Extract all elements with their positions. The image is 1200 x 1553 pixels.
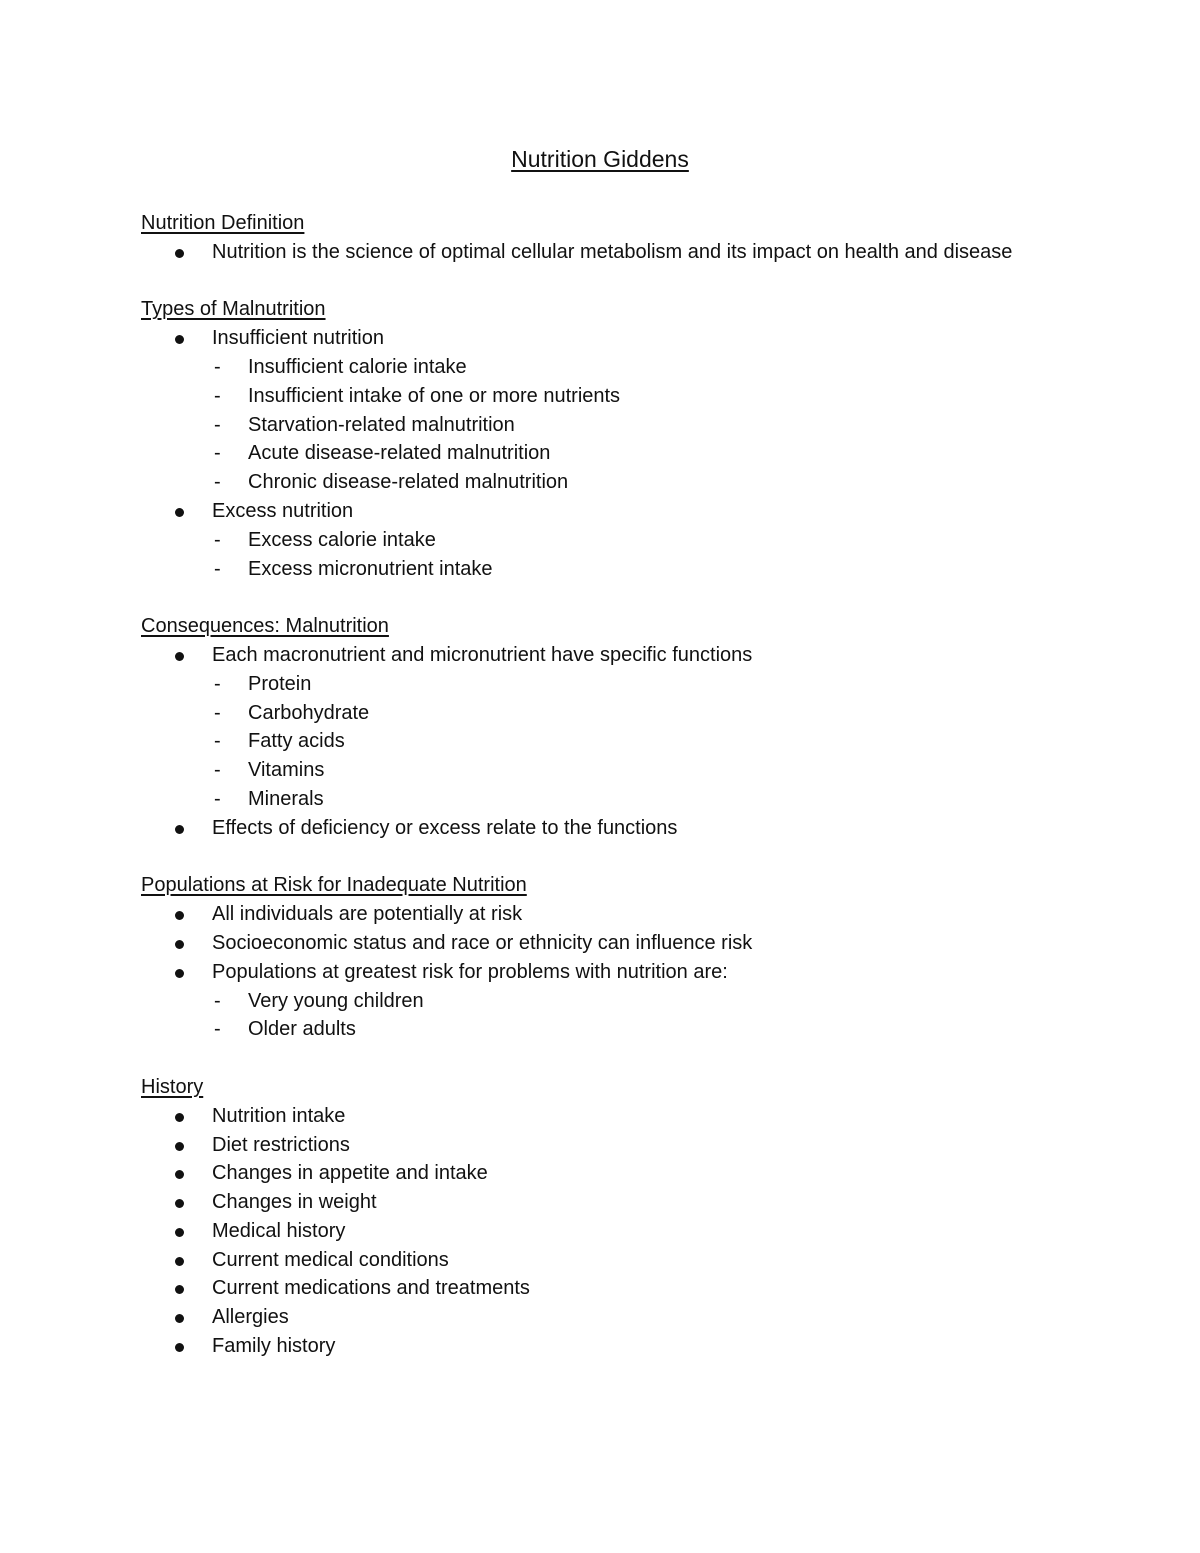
sub-item xyxy=(212,353,1021,382)
dash-icon: - xyxy=(214,989,221,1012)
bullet-dot-icon xyxy=(175,1113,184,1122)
bullet-dot-icon xyxy=(175,1142,184,1151)
bullet-text: Each macronutrient and micronutrient have specific functions xyxy=(212,643,753,666)
bullet-text: Populations at greatest risk for problems with nutrition are: xyxy=(212,960,728,983)
bullet-dot-icon xyxy=(175,508,184,517)
sub-item-text: Excess calorie intake xyxy=(248,528,436,551)
sub-item xyxy=(212,439,1021,468)
sub-item xyxy=(212,526,1021,555)
bullet-item xyxy=(141,1246,1021,1275)
section xyxy=(141,209,1021,267)
dash-icon: - xyxy=(214,730,221,753)
sub-item-text: Vitamins xyxy=(248,759,325,782)
bullet-item xyxy=(141,641,1021,814)
bullet-item xyxy=(141,1274,1021,1303)
bullet-item xyxy=(141,497,1021,583)
bullet-item xyxy=(141,238,1021,267)
bullet-list xyxy=(141,324,1021,583)
bullet-item xyxy=(141,1131,1021,1160)
dash-icon: - xyxy=(214,759,221,782)
sub-list xyxy=(212,670,1021,814)
section-heading: Populations at Risk for Inadequate Nutrition xyxy=(141,874,527,897)
dash-icon: - xyxy=(214,355,221,378)
bullet-text: Current medical conditions xyxy=(212,1248,449,1271)
bullet-text: Nutrition is the science of optimal cellular metabolism and its impact on health and disease xyxy=(212,240,1013,263)
sub-item xyxy=(212,468,1021,497)
bullet-dot-icon xyxy=(175,1228,184,1237)
dash-icon: - xyxy=(214,787,221,810)
bullet-dot-icon xyxy=(175,969,184,978)
bullet-item xyxy=(141,900,1021,929)
sub-item xyxy=(212,756,1021,785)
sub-item-text: Insufficient intake of one or more nutrients xyxy=(248,384,621,407)
dash-icon: - xyxy=(214,384,221,407)
dash-icon: - xyxy=(214,528,221,551)
bullet-dot-icon xyxy=(175,1314,184,1323)
bullet-item xyxy=(141,814,1021,843)
bullet-text: Effects of deficiency or excess relate to the functions xyxy=(212,816,678,839)
bullet-text: Current medications and treatments xyxy=(212,1277,530,1300)
sub-item-text: Older adults xyxy=(248,1018,356,1041)
bullet-text: Insufficient nutrition xyxy=(212,327,384,350)
bullet-item xyxy=(141,958,1021,1044)
sub-item-text: Protein xyxy=(248,672,312,695)
sub-list xyxy=(212,526,1021,584)
sub-item-text: Excess micronutrient intake xyxy=(248,557,493,580)
sub-list xyxy=(212,987,1021,1045)
bullet-dot-icon xyxy=(175,911,184,920)
bullet-dot-icon xyxy=(175,1257,184,1266)
section-heading: Consequences: Malnutrition xyxy=(141,615,389,638)
dash-icon: - xyxy=(214,413,221,436)
bullet-item xyxy=(141,1303,1021,1332)
bullet-item xyxy=(141,1188,1021,1217)
sub-item-text: Fatty acids xyxy=(248,730,345,753)
sub-item xyxy=(212,727,1021,756)
sub-item xyxy=(212,555,1021,584)
bullet-text: All individuals are potentially at risk xyxy=(212,903,523,926)
sub-item xyxy=(212,382,1021,411)
document-body xyxy=(141,209,1021,1390)
dash-icon: - xyxy=(214,672,221,695)
sub-list xyxy=(212,353,1021,497)
bullet-item xyxy=(141,1332,1021,1361)
bullet-text: Changes in appetite and intake xyxy=(212,1162,488,1185)
section xyxy=(141,1073,1021,1361)
dash-icon: - xyxy=(214,557,221,580)
bullet-dot-icon xyxy=(175,940,184,949)
sub-item-text: Minerals xyxy=(248,787,324,810)
bullet-dot-icon xyxy=(175,1199,184,1208)
bullet-text: Socioeconomic status and race or ethnicity can influence risk xyxy=(212,931,753,954)
bullet-list xyxy=(141,641,1021,843)
bullet-dot-icon xyxy=(175,335,184,344)
bullet-item xyxy=(141,1102,1021,1131)
sub-item xyxy=(212,670,1021,699)
section-heading: Types of Malnutrition xyxy=(141,298,326,321)
bullet-item xyxy=(141,929,1021,958)
sub-item-text: Very young children xyxy=(248,989,424,1012)
sub-item-text: Acute disease-related malnutrition xyxy=(248,442,551,465)
sub-item xyxy=(212,987,1021,1016)
bullet-list xyxy=(141,238,1021,267)
sub-item-text: Chronic disease-related malnutrition xyxy=(248,471,569,494)
bullet-dot-icon xyxy=(175,1285,184,1294)
dash-icon: - xyxy=(214,471,221,494)
bullet-dot-icon xyxy=(175,1343,184,1352)
bullet-dot-icon xyxy=(175,1170,184,1179)
sub-item-text: Insufficient calorie intake xyxy=(248,355,467,378)
bullet-dot-icon xyxy=(175,652,184,661)
dash-icon: - xyxy=(214,701,221,724)
dash-icon: - xyxy=(214,442,221,465)
bullet-text: Allergies xyxy=(212,1306,289,1329)
bullet-text: Family history xyxy=(212,1335,336,1358)
section xyxy=(141,612,1021,842)
sub-item-text: Carbohydrate xyxy=(248,701,370,724)
bullet-text: Excess nutrition xyxy=(212,499,354,522)
bullet-text: Medical history xyxy=(212,1219,346,1242)
bullet-dot-icon xyxy=(175,249,184,258)
sub-item xyxy=(212,411,1021,440)
bullet-text: Nutrition intake xyxy=(212,1104,346,1127)
bullet-text: Diet restrictions xyxy=(212,1133,350,1156)
sub-item xyxy=(212,785,1021,814)
sub-item xyxy=(212,1015,1021,1044)
bullet-text: Changes in weight xyxy=(212,1191,377,1214)
section xyxy=(141,295,1021,583)
sub-item-text: Starvation-related malnutrition xyxy=(248,413,515,436)
bullet-item xyxy=(141,1159,1021,1188)
section xyxy=(141,871,1021,1044)
bullet-item xyxy=(141,324,1021,497)
bullet-dot-icon xyxy=(175,825,184,834)
section-heading: History xyxy=(141,1075,204,1098)
section-heading: Nutrition Definition xyxy=(141,212,305,234)
bullet-list xyxy=(141,900,1021,1044)
bullet-list xyxy=(141,1102,1021,1361)
dash-icon: - xyxy=(214,1018,221,1041)
sub-item xyxy=(212,699,1021,728)
document-title: Nutrition Giddens xyxy=(511,146,689,172)
bullet-item xyxy=(141,1217,1021,1246)
